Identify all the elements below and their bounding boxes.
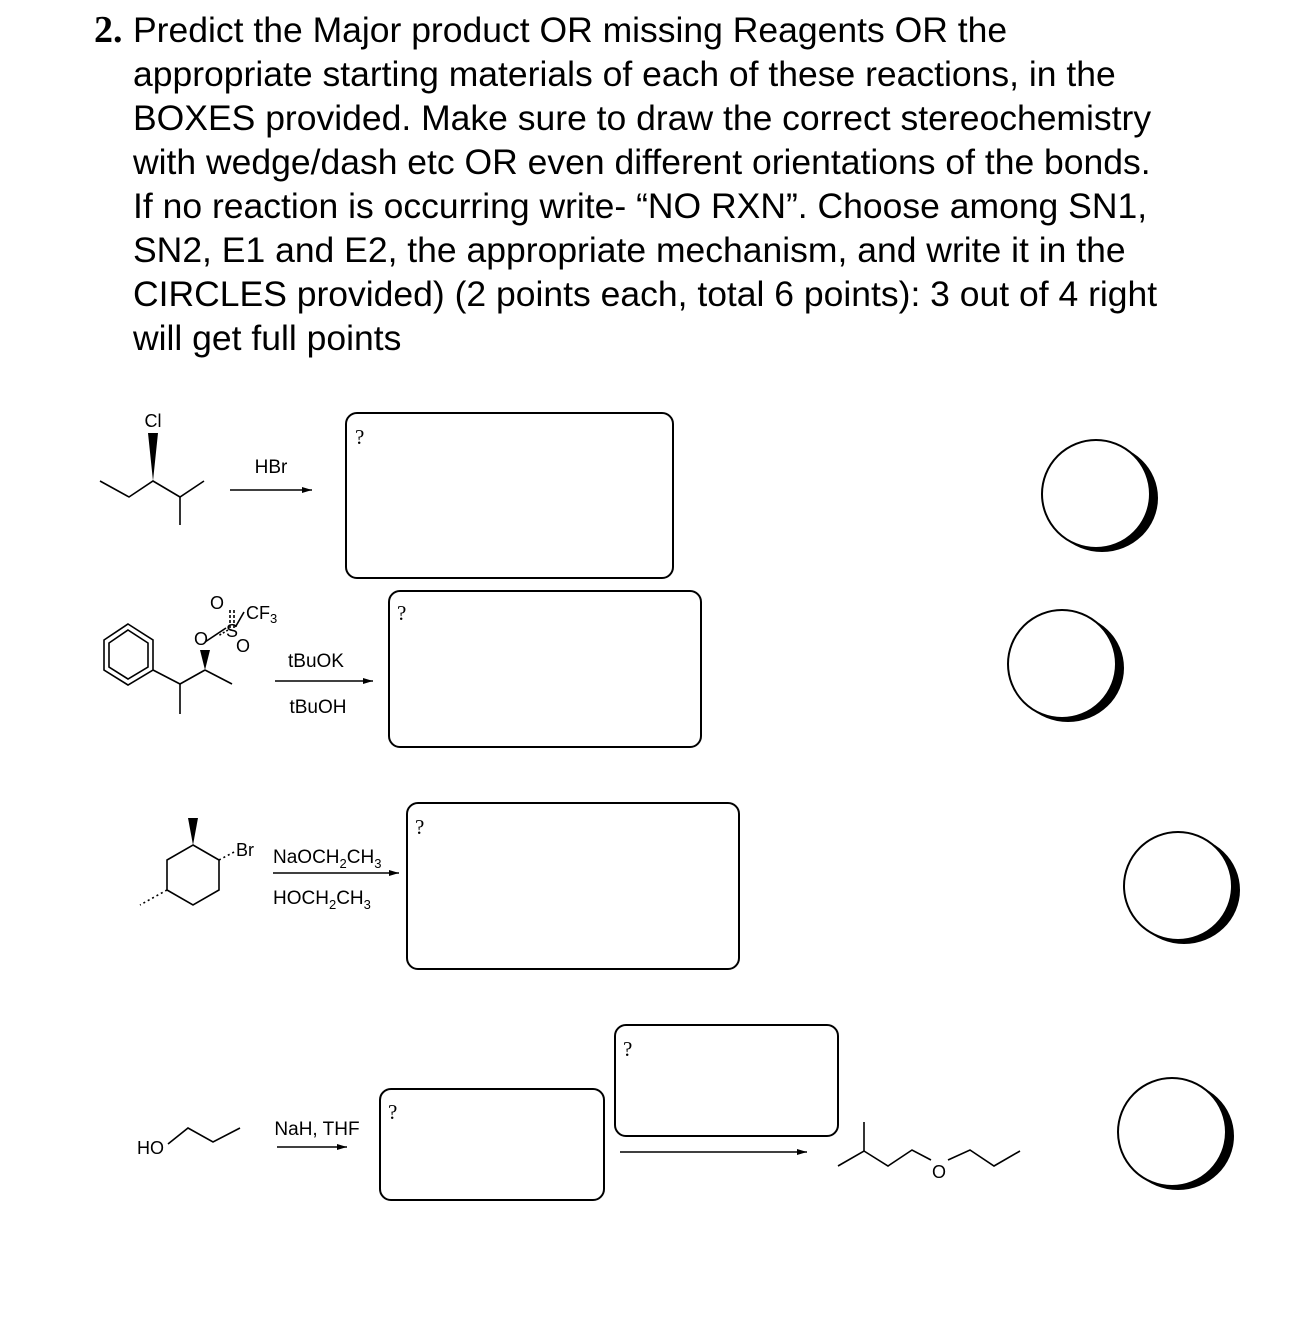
trifluoromethyl-label: $CF_3$ (246, 603, 278, 626)
substrate-1-structure (100, 433, 204, 525)
reagent-box[interactable] (615, 1025, 838, 1136)
answer-box-1[interactable] (346, 413, 673, 578)
reaction-4 (137, 1025, 1234, 1200)
question-line: Predict the Major product OR missing Reagents OR the (133, 10, 1008, 50)
reagent-tbuok: tBuOK (288, 651, 344, 672)
reagent-tbuoh: tBuOH (289, 697, 347, 718)
chloro-atom-label: Cl (144, 411, 162, 431)
bromo-atom-label: Br (236, 840, 254, 860)
substrate-2-structure (104, 610, 244, 714)
ether-product-structure (838, 1122, 1020, 1166)
answer-box-4[interactable] (380, 1089, 604, 1200)
question-line: will get full points (133, 318, 402, 358)
answer-box-placeholder: ? (355, 425, 365, 449)
mechanism-circle-3[interactable] (1124, 832, 1240, 944)
answer-box-placeholder: ? (397, 601, 407, 625)
substrate-3-structure (140, 845, 236, 905)
sulfur-label: S (225, 621, 239, 641)
question-line: SN2, E1 and E2, the appropriate mechanism, and write it in the (133, 230, 1126, 270)
mechanism-circle-1[interactable] (1042, 440, 1158, 552)
answer-box-3[interactable] (407, 803, 739, 969)
sulfonyl-oxygen-label: O (235, 636, 251, 656)
mechanism-circle-4[interactable] (1118, 1078, 1234, 1190)
answer-box-2[interactable] (389, 591, 701, 747)
reaction-2 (104, 591, 1124, 747)
reagent-nah-thf: NaH, THF (274, 1119, 360, 1140)
question-line: If no reaction is occurring write- “NO RXN”. Choose among SN1, (133, 186, 1148, 226)
wedge-bond (188, 818, 198, 845)
ether-oxygen-label: O (931, 1162, 947, 1182)
question-line: CIRCLES provided) (2 points each, total 6 points): 3 out of 4 right (133, 274, 1158, 314)
reaction-3 (140, 803, 1240, 969)
hydroxyl-label: HO (137, 1138, 164, 1158)
question-number: 2. (94, 9, 123, 51)
reaction-1 (100, 411, 1158, 578)
answer-box-placeholder: ? (388, 1100, 398, 1124)
sulfonyl-oxygen-label: O (209, 593, 225, 613)
propanol-chain (168, 1128, 240, 1144)
question-line: BOXES provided. Make sure to draw the correct stereochemistry (133, 98, 1152, 138)
reagent-sodium-ethoxide: $NaOCH_2CH_3$ (273, 847, 382, 871)
reagent-hbr: HBr (254, 457, 288, 478)
ester-oxygen-label: O (193, 629, 209, 649)
reagent-box-placeholder: ? (623, 1037, 633, 1061)
answer-box-placeholder: ? (415, 815, 425, 839)
question-line: with wedge/dash etc OR even different orientations of the bonds. (133, 142, 1151, 182)
reagent-ethanol: $HOCH_2CH_3$ (273, 888, 371, 912)
question-line: appropriate starting materials of each of these reactions, in the (133, 54, 1116, 94)
wedge-bond (200, 650, 210, 670)
mechanism-circle-2[interactable] (1008, 610, 1124, 722)
